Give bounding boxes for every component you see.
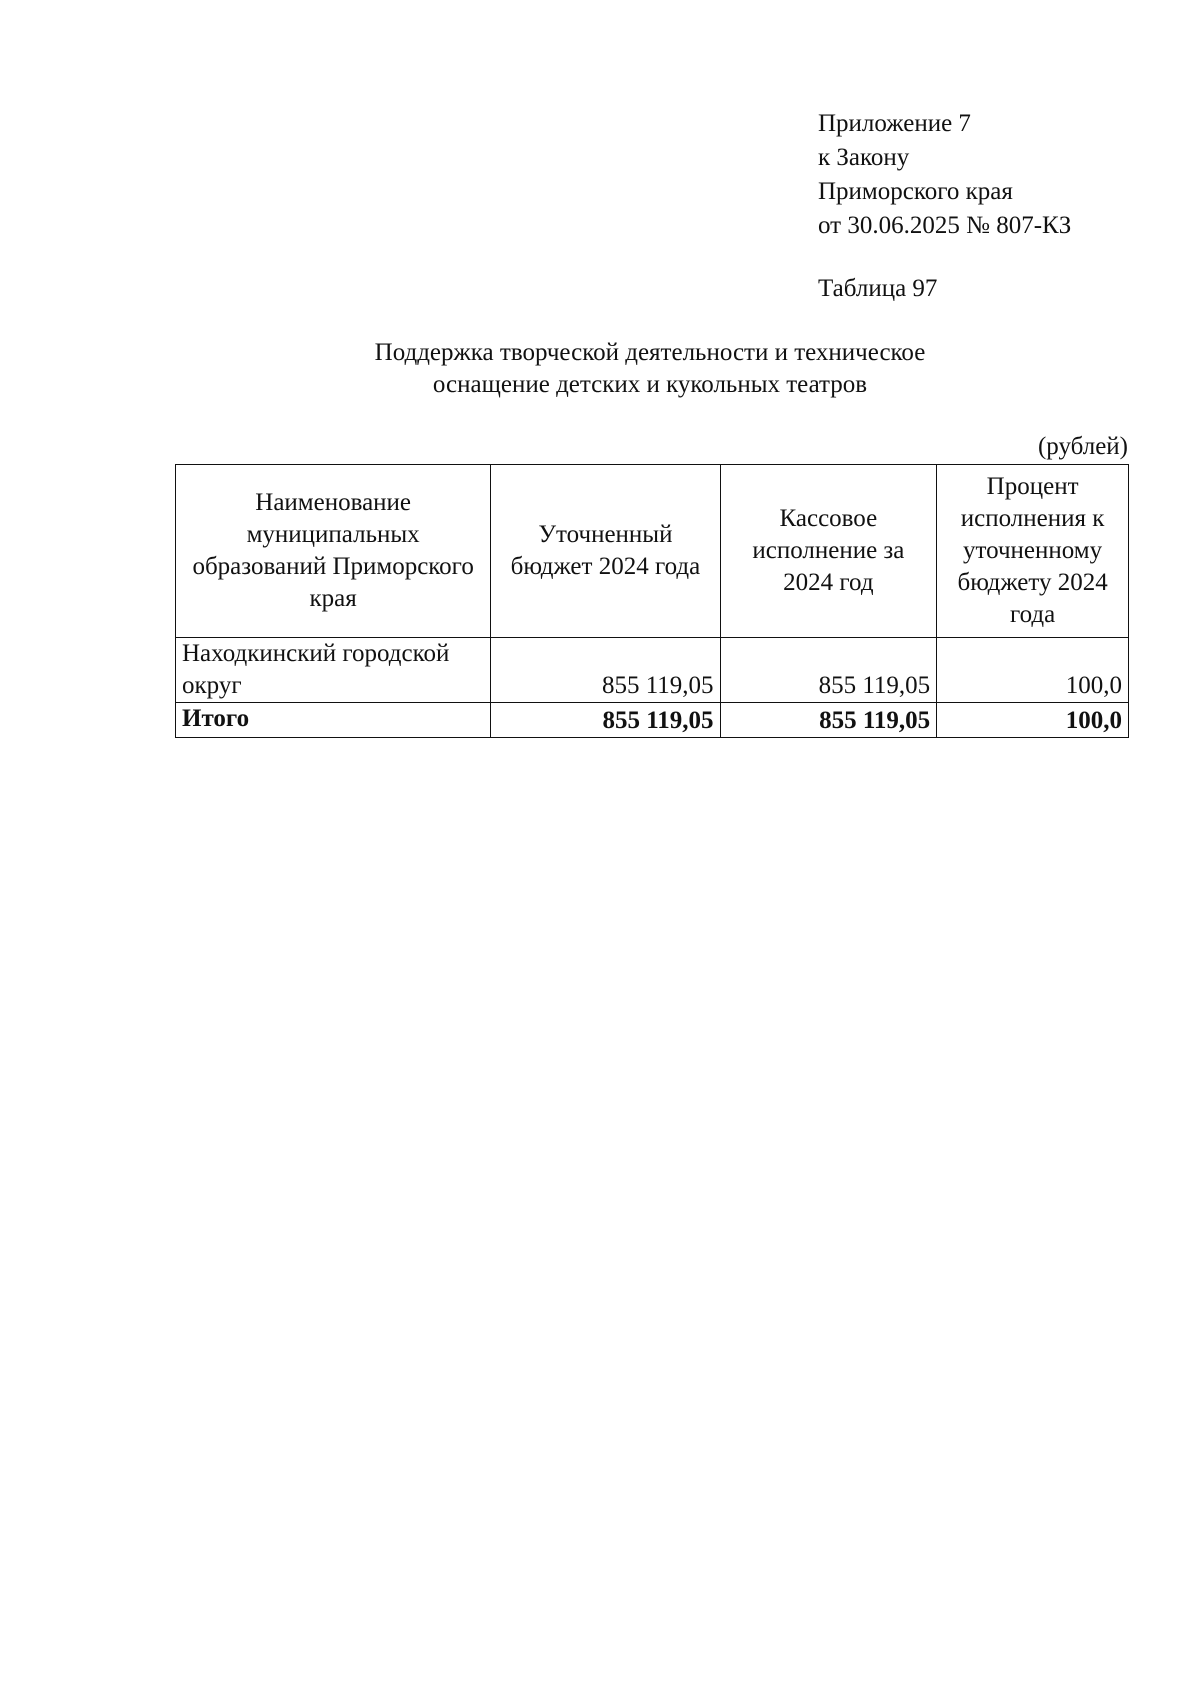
cell-percent: 100,0: [937, 638, 1129, 703]
title-line-1: Поддержка творческой деятельности и техническое: [374, 339, 926, 366]
cell-execution: 855 119,05: [720, 638, 937, 703]
total-row: [176, 703, 1129, 738]
title-line-2: оснащение детских и кукольных театров: [432, 371, 868, 398]
appendix-line-2: к Закону: [818, 144, 910, 171]
table-number: Таблица 97: [818, 275, 938, 302]
total-percent: 100,0: [937, 703, 1129, 738]
header-municipality: Наименование муниципальных образований Приморского края: [176, 465, 491, 638]
appendix-line-1: Приложение 7: [818, 110, 971, 137]
header-execution: Кассовое исполнение за 2024 год: [720, 465, 937, 638]
appendix-line-3: Приморского края: [818, 178, 1013, 205]
appendix-block: [818, 107, 1071, 243]
total-budget: 855 119,05: [491, 703, 720, 738]
table-row: [176, 638, 1129, 703]
document-title: [250, 337, 1050, 401]
units-label: (рублей): [1037, 433, 1128, 460]
header-percent: Процент исполнения к уточненному бюджету 2024 года: [937, 465, 1129, 638]
cell-municipality: Находкинский городской округ: [176, 638, 491, 703]
cell-budget: 855 119,05: [491, 638, 720, 703]
budget-table: [175, 464, 1129, 738]
total-label: Итого: [176, 703, 491, 738]
total-execution: 855 119,05: [720, 703, 937, 738]
appendix-line-4: от 30.06.2025 № 807-КЗ: [818, 212, 1072, 239]
header-budget: Уточненный бюджет 2024 года: [491, 465, 720, 638]
table-header-row: [176, 465, 1129, 638]
